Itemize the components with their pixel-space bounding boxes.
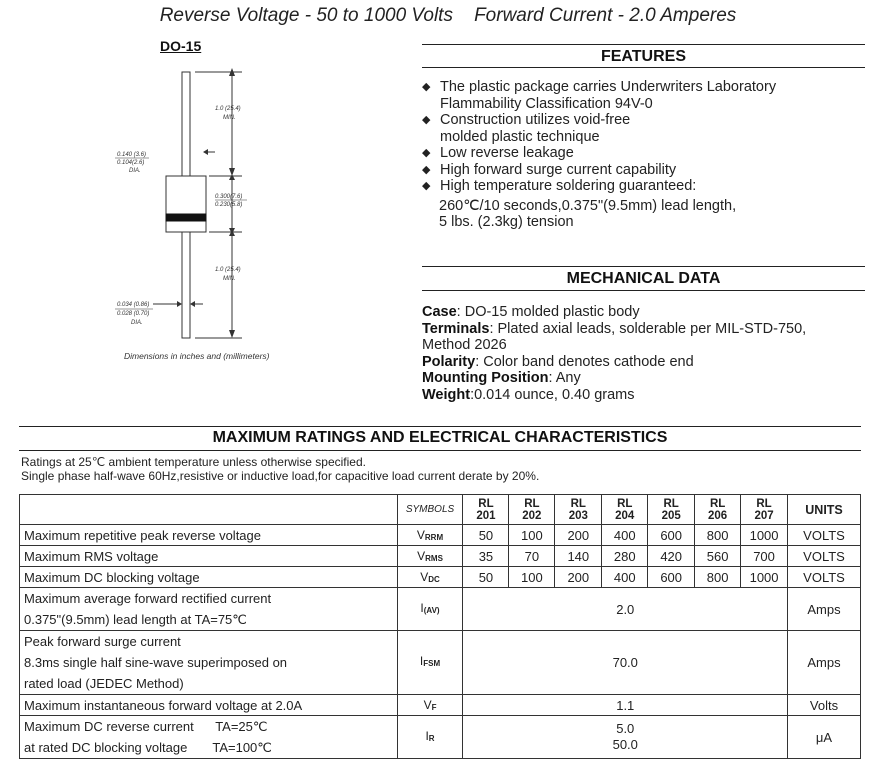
part-header: RL 203 [555, 495, 602, 525]
dim-bottom-lead-1: 1.0 (25.4) [215, 267, 241, 273]
mechanical-title: MECHANICAL DATA [566, 270, 721, 287]
arrow-bullet-icon: ◆ [422, 163, 431, 176]
ratings-rule [19, 426, 861, 427]
features-rule-bottom [422, 67, 865, 68]
package-label: DO-15 [160, 38, 202, 54]
features-list [422, 79, 882, 231]
header-blank [20, 495, 398, 525]
arrow-bullet-icon: ◆ [422, 81, 431, 93]
table-header-row [20, 495, 861, 525]
feature-continuation: 260℃/10 seconds,0.375"(9.5mm) lead length, 5 lbs. (2.3kg) tension [439, 197, 737, 230]
table-row: Maximum DC reverse current TA=25℃ at rated DC blocking voltage TA=100℃ $I_R$ 5.0 50.0 μA [20, 716, 861, 759]
dim-body-len-1: 0.300(7.6) [215, 194, 243, 200]
ratings-title: MAXIMUM RATINGS AND ELECTRICAL CHARACTERISTICS [212, 429, 668, 446]
table-row: Maximum repetitive peak reverse voltage $V_{RRM}$ 50 100 200 400 600 800 1000 VOLTS [20, 525, 861, 546]
arrow-bullet-icon: ◆ [422, 114, 431, 126]
package-outline-drawing [105, 62, 265, 347]
dim-top-lead-1: 1.0 (25.4) [215, 106, 241, 112]
table-row: Maximum DC blocking voltage $V_{DC}$ 50 100 200 400 600 800 1000 VOLTS [20, 567, 861, 588]
symbols-header: SYMBOLS [397, 495, 463, 525]
dimensions-caption: Dimensions in inches and (millimeters) [124, 351, 270, 361]
mounting-line: Mounting Position: Any [422, 370, 581, 386]
polarity-line: Polarity: Color band denotes cathode end [422, 353, 694, 370]
dim-top-lead-2: MIN. [223, 115, 236, 121]
terminals-line: Terminals: Plated axial leads, solderable per MIL-STD-750, [422, 320, 807, 337]
dim-lead-dia-2: 0.028 (0.70) [117, 311, 150, 317]
features-rule [422, 44, 865, 45]
part-header: RL 207 [741, 495, 788, 525]
ratings-table [19, 494, 861, 759]
weight-line: Weight:0.014 ounce, 0.40 grams [422, 386, 635, 403]
mechanical-rule-bottom [422, 290, 865, 291]
table-row: Maximum RMS voltage $V_{RMS}$ 35 70 140 280 420 560 700 VOLTS [20, 546, 861, 567]
dim-bottom-lead-2: MIN. [223, 276, 236, 282]
feature-item: ◆ High forward surge current capability [422, 161, 677, 178]
case-line: Case: DO-15 molded plastic body [422, 304, 640, 320]
features-title: FEATURES [600, 48, 687, 65]
part-header: RL 202 [509, 495, 555, 525]
mechanical-rule [422, 266, 865, 267]
part-header: RL 204 [602, 495, 648, 525]
ratings-rule-bottom [19, 450, 861, 451]
table-row: Maximum instantaneous forward voltage at 2.0A $V_F$ 1.1 Volts [20, 695, 861, 716]
dim-lead-dia-1: 0.034 (0.86) [117, 302, 150, 308]
dim-body-len-2: 0.230(5.8) [215, 202, 243, 208]
dim-body-dia-3: DIA. [129, 168, 141, 174]
part-header: RL 206 [695, 495, 741, 525]
feature-item: ◆ The plastic package carries Underwriters Laboratory Flammability Classification 94V-0 [422, 79, 777, 112]
mechanical-data [422, 304, 882, 403]
table-row: Maximum average forward rectified current 0.375"(9.5mm) lead length at TA=75℃ $I_{(AV)}$ 2.0 Amps [20, 588, 861, 631]
ratings-note: Ratings at 25℃ ambient temperature unless otherwise specified. Single phase half-wave 60Hz,resistive or inductive load,for capacitive load current derate by 20%. [21, 455, 540, 483]
terminals-cont: Method 2026 [422, 337, 507, 353]
feature-item: ◆ High temperature soldering guaranteed: [422, 178, 697, 194]
part-header: RL 205 [648, 495, 695, 525]
part-header: RL 201 [463, 495, 509, 525]
dim-body-dia-2: 0.104(2.6) [117, 160, 145, 166]
feature-item: ◆ Construction utilizes void-free molded plastic technique [422, 112, 631, 145]
arrow-bullet-icon: ◆ [422, 180, 431, 192]
arrow-bullet-icon: ◆ [422, 147, 431, 159]
page-subtitle: Reverse Voltage - 50 to 1000 Volts Forward Current - 2.0 Amperes [159, 5, 737, 26]
feature-item: ◆ Low reverse leakage [422, 145, 574, 161]
table-row: Peak forward surge current 8.3ms single half sine-wave superimposed on rated load (JEDEC Method) $I_{FSM}$ 70.0 Amps [20, 631, 861, 695]
units-header: UNITS [788, 495, 861, 525]
dim-body-dia-1: 0.140 (3.6) [117, 152, 147, 158]
dim-lead-dia-3: DIA. [131, 320, 143, 326]
